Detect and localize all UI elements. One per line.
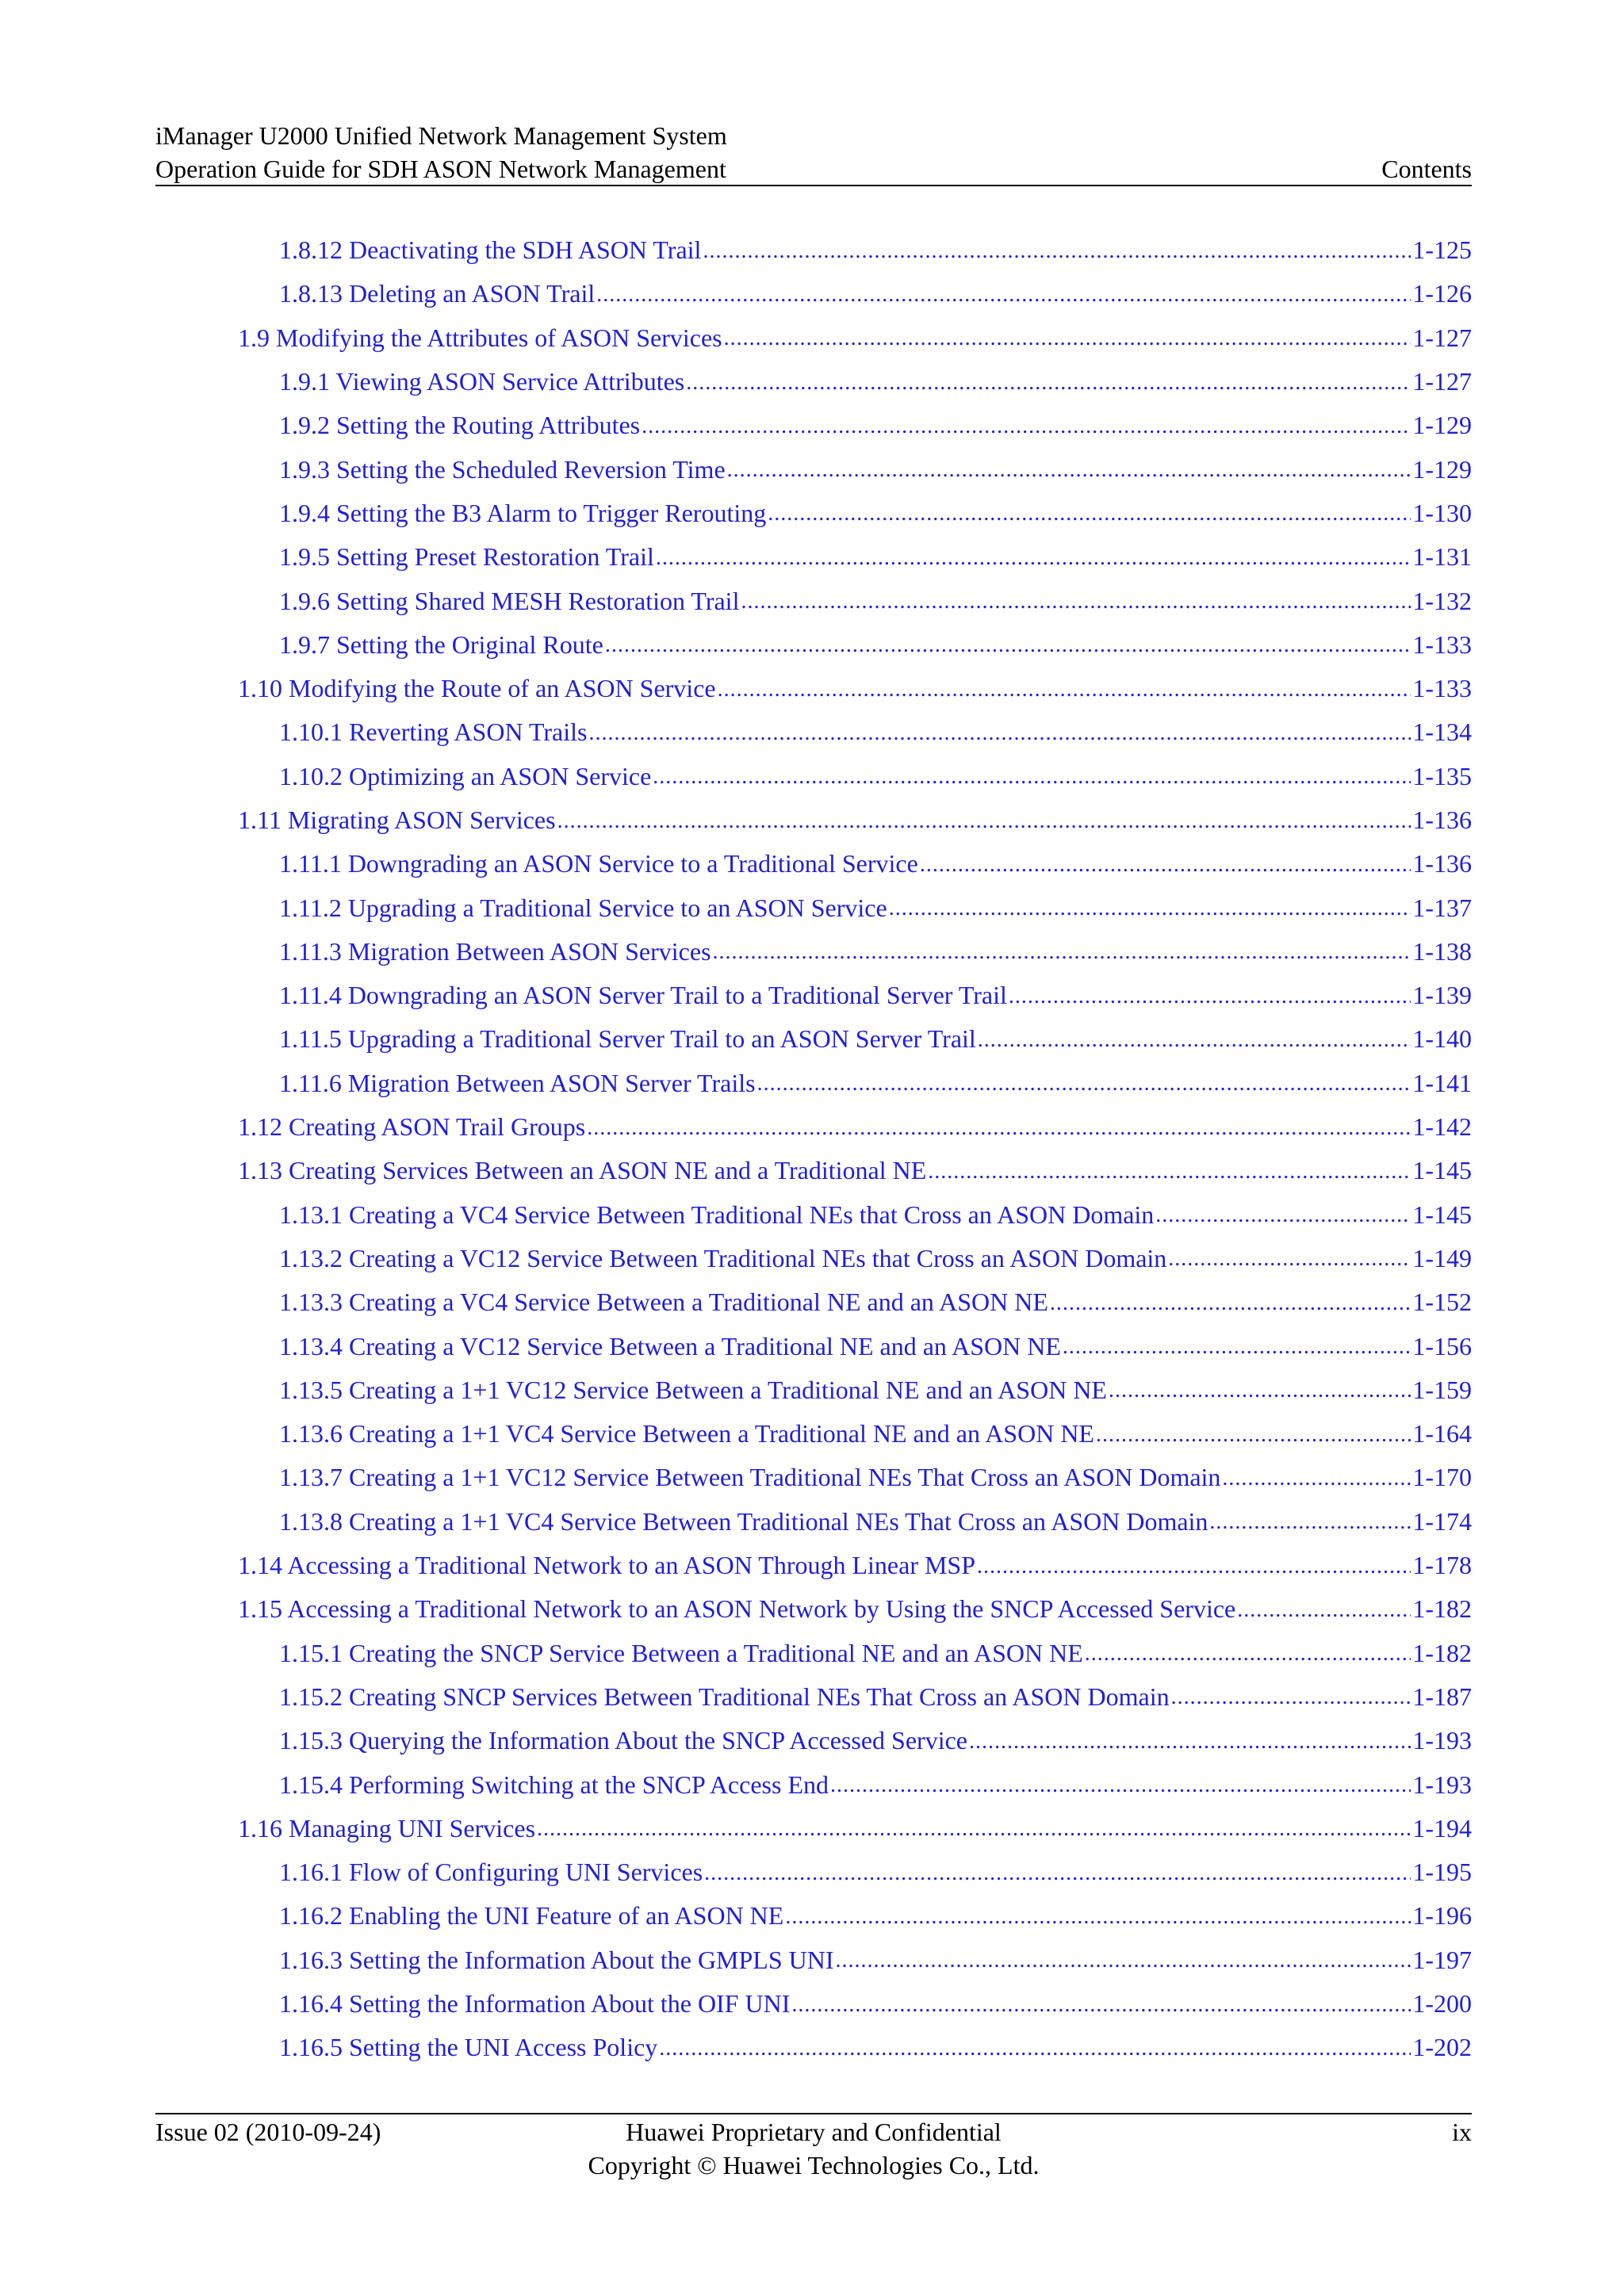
toc-entry-page[interactable]: 1-152 [1412, 1288, 1472, 1317]
toc-entry-title[interactable]: 1.11.3 Migration Between ASON Services [279, 936, 711, 966]
toc-entry-title[interactable]: 1.16.5 Setting the UNI Access Policy [279, 2033, 658, 2062]
toc-dot-leader [1050, 1288, 1411, 1318]
toc-dot-leader [1168, 1243, 1411, 1273]
toc-entry[interactable] [155, 667, 1472, 710]
toc-entry[interactable] [155, 1062, 1472, 1105]
toc-entry-page[interactable]: 1-132 [1412, 586, 1472, 615]
toc-entry-title[interactable]: 1.8.13 Deleting an ASON Trail [279, 279, 596, 308]
toc-dot-leader [889, 893, 1411, 923]
toc-entry-page[interactable]: 1-127 [1412, 367, 1472, 396]
toc-entry-page[interactable]: 1-137 [1412, 893, 1472, 922]
toc-entry-page[interactable]: 1-129 [1412, 411, 1472, 440]
toc-entry-page[interactable]: 1-131 [1412, 542, 1472, 572]
toc-entry[interactable] [155, 1105, 1472, 1149]
toc-dot-leader [1063, 1331, 1411, 1361]
toc-entry-title[interactable]: 1.11.2 Upgrading a Traditional Service to an ASON Service [279, 893, 887, 922]
toc-dot-leader [587, 1112, 1411, 1142]
toc-entry-title[interactable]: 1.13.6 Creating a 1+1 VC4 Service Between a Traditional NE and an ASON NE [279, 1419, 1094, 1448]
toc-entry-title[interactable]: 1.13.3 Creating a VC4 Service Between a Traditional NE and an ASON NE [279, 1288, 1048, 1317]
toc-entry-page[interactable]: 1-187 [1412, 1682, 1472, 1711]
toc-entry[interactable] [155, 1807, 1472, 1850]
toc-entry-page[interactable]: 1-139 [1412, 981, 1472, 1010]
toc-entry[interactable] [155, 1850, 1472, 1894]
toc-entry-page[interactable]: 1-170 [1412, 1463, 1472, 1492]
footer-copyright: Copyright © Huawei Technologies Co., Ltd. [588, 2151, 1040, 2179]
toc-dot-leader [978, 1024, 1411, 1054]
toc-entry-title[interactable]: 1.10.2 Optimizing an ASON Service [279, 761, 652, 790]
toc-entry-page[interactable]: 1-193 [1412, 1726, 1472, 1755]
toc-entry-title[interactable]: 1.13.7 Creating a 1+1 VC12 Service Between Traditional NEs That Cross an ASON Domain [279, 1463, 1221, 1492]
toc-dot-leader [1222, 1463, 1411, 1493]
toc-entry[interactable] [155, 1412, 1472, 1456]
toc-entry-title[interactable]: 1.9.3 Setting the Scheduled Reversion Time [279, 454, 726, 484]
footer-issue: Issue 02 (2010-09-24) [155, 2118, 381, 2146]
toc-entry-title[interactable]: 1.15.2 Creating SNCP Services Between Traditional NEs That Cross an ASON Domain [279, 1682, 1170, 1711]
toc-entry-page[interactable]: 1-127 [1412, 323, 1472, 352]
toc-entry-title[interactable]: 1.9.5 Setting Preset Restoration Trail [279, 542, 654, 572]
toc-entry-title[interactable]: 1.13.5 Creating a 1+1 VC12 Service Between a Traditional NE and an ASON NE [279, 1375, 1107, 1404]
toc-entry-title[interactable]: 1.15.3 Querying the Information About the SNCP Accessed Service [279, 1726, 967, 1755]
toc-dot-leader [588, 718, 1411, 748]
toc-entry[interactable] [155, 1719, 1472, 1762]
toc-entry[interactable] [155, 1544, 1472, 1587]
toc-entry-page[interactable]: 1-149 [1412, 1243, 1472, 1272]
toc-entry-page[interactable]: 1-136 [1412, 849, 1472, 878]
toc-dot-leader [836, 1945, 1411, 1975]
toc-dot-leader [1209, 1506, 1411, 1536]
toc-entry-title[interactable]: 1.12 Creating ASON Trail Groups [238, 1112, 586, 1142]
toc-entry-page[interactable]: 1-194 [1412, 1813, 1472, 1843]
footer-divider [155, 2113, 1472, 2114]
toc-entry[interactable] [155, 1500, 1472, 1544]
toc-entry-title[interactable]: 1.11.1 Downgrading an ASON Service to a Traditional Service [279, 849, 918, 878]
toc-entry-page[interactable]: 1-182 [1412, 1638, 1472, 1667]
toc-entry[interactable] [155, 1894, 1472, 1938]
toc-entry[interactable] [155, 623, 1472, 667]
toc-entry[interactable] [155, 228, 1472, 272]
toc-entry[interactable] [155, 886, 1472, 929]
toc-dot-leader [768, 498, 1411, 528]
toc-entry-page[interactable]: 1-125 [1412, 235, 1472, 265]
toc-entry[interactable] [155, 1632, 1472, 1675]
toc-entry[interactable] [155, 2026, 1472, 2069]
toc-entry-page[interactable]: 1-130 [1412, 498, 1472, 527]
toc-entry-page[interactable]: 1-145 [1412, 1156, 1472, 1185]
toc-entry-page[interactable]: 1-138 [1412, 936, 1472, 966]
toc-entry-title[interactable]: 1.8.12 Deactivating the SDH ASON Trail [279, 235, 702, 265]
toc-entry-title[interactable]: 1.11.5 Upgrading a Traditional Server Trail to an ASON Server Trail [279, 1024, 976, 1054]
toc-dot-leader [1085, 1638, 1411, 1668]
toc-dot-leader [596, 279, 1411, 309]
toc-dot-leader [659, 2033, 1411, 2063]
toc-entry-title[interactable]: 1.10 Modifying the Route of an ASON Service [238, 674, 716, 703]
toc-entry[interactable] [155, 755, 1472, 798]
toc-entry[interactable] [155, 447, 1472, 491]
toc-dot-leader [1155, 1200, 1411, 1230]
toc-entry-title[interactable]: 1.11.6 Migration Between ASON Server Trails [279, 1068, 756, 1097]
page-footer [155, 2115, 1472, 2187]
toc-entry[interactable] [155, 974, 1472, 1017]
toc-entry[interactable] [155, 316, 1472, 360]
toc-entry[interactable] [155, 1456, 1472, 1499]
toc-entry[interactable] [155, 1368, 1472, 1412]
toc-entry-title[interactable]: 1.11 Migrating ASON Services [238, 806, 556, 834]
toc-dot-leader [1096, 1419, 1411, 1449]
toc-entry-page[interactable]: 1-129 [1412, 454, 1472, 484]
toc-entry[interactable] [155, 1149, 1472, 1192]
toc-entry-title[interactable]: 1.13.2 Creating a VC12 Service Between Traditional NEs that Cross an ASON Domain [279, 1243, 1167, 1272]
toc-dot-leader [1109, 1375, 1411, 1405]
toc-entry-title[interactable]: 1.16.4 Setting the Information About the OIF UNI [279, 1989, 791, 2019]
toc-entry-page[interactable]: 1-126 [1412, 279, 1472, 308]
toc-entry-title[interactable]: 1.9 Modifying the Attributes of ASON Services [238, 323, 722, 352]
toc-entry[interactable] [155, 798, 1472, 842]
toc-entry-page[interactable]: 1-140 [1412, 1024, 1472, 1054]
toc-entry[interactable] [155, 842, 1472, 886]
toc-entry-title[interactable]: 1.13 Creating Services Between an ASON NE and a Traditional NE [238, 1156, 927, 1185]
toc-entry[interactable] [155, 930, 1472, 974]
toc-entry[interactable] [155, 272, 1472, 316]
toc-dot-leader [718, 674, 1411, 704]
toc-entry-page[interactable]: 1-136 [1412, 806, 1472, 834]
toc-dot-leader [642, 411, 1411, 441]
toc-entry[interactable] [155, 1675, 1472, 1719]
toc-entry-title[interactable]: 1.16.2 Enabling the UNI Feature of an ASON NE [279, 1901, 784, 1931]
toc-entry-page[interactable]: 1-193 [1412, 1770, 1472, 1799]
toc-entry-page[interactable]: 1-178 [1412, 1551, 1472, 1580]
toc-entry-title[interactable]: 1.15.1 Creating the SNCP Service Between a Traditional NE and an ASON NE [279, 1638, 1083, 1667]
toc-entry-title[interactable]: 1.16.3 Setting the Information About the GMPLS UNI [279, 1945, 834, 1974]
toc-dot-leader [977, 1551, 1411, 1581]
toc-entry-page[interactable]: 1-156 [1412, 1331, 1472, 1360]
toc-entry-title[interactable]: 1.9.7 Setting the Original Route [279, 629, 603, 659]
toc-dot-leader [1171, 1682, 1411, 1712]
toc-entry[interactable] [155, 710, 1472, 754]
table-of-contents [155, 228, 1472, 2069]
toc-dot-leader [724, 323, 1411, 353]
toc-dot-leader [741, 586, 1411, 616]
toc-entry-page[interactable]: 1-133 [1412, 674, 1472, 703]
header-product-title: iManager U2000 Unified Network Management System [155, 121, 727, 150]
toc-entry-page[interactable]: 1-182 [1412, 1594, 1472, 1624]
toc-entry-page[interactable]: 1-159 [1412, 1375, 1472, 1404]
toc-dot-leader [704, 1858, 1411, 1888]
toc-entry-page[interactable]: 1-195 [1412, 1858, 1472, 1887]
toc-entry[interactable] [155, 1762, 1472, 1806]
toc-dot-leader [557, 806, 1411, 836]
toc-entry[interactable] [155, 579, 1472, 622]
toc-dot-leader [727, 454, 1411, 484]
toc-entry-page[interactable]: 1-133 [1412, 629, 1472, 659]
toc-dot-leader [656, 542, 1411, 572]
header-section-name: Contents [1381, 155, 1472, 183]
toc-entry-title[interactable]: 1.13.4 Creating a VC12 Service Between a Traditional NE and an ASON NE [279, 1331, 1061, 1360]
toc-entry[interactable] [155, 1587, 1472, 1631]
toc-entry-page[interactable]: 1-174 [1412, 1506, 1472, 1536]
toc-entry-page[interactable]: 1-135 [1412, 761, 1472, 790]
toc-entry-page[interactable]: 1-164 [1412, 1419, 1472, 1448]
toc-entry[interactable] [155, 535, 1472, 579]
footer-confidential: Huawei Proprietary and Confidential [626, 2118, 1002, 2146]
toc-entry-title[interactable]: 1.15 Accessing a Traditional Network to an ASON Network by Using the SNCP Accessed Service [238, 1594, 1236, 1624]
toc-entry-title[interactable]: 1.10.1 Reverting ASON Trails [279, 718, 588, 747]
page-header [155, 119, 1472, 186]
toc-entry-page[interactable]: 1-134 [1412, 718, 1472, 747]
toc-entry-title[interactable]: 1.13.8 Creating a 1+1 VC4 Service Between Traditional NEs That Cross an ASON Domain [279, 1506, 1208, 1536]
toc-dot-leader [920, 849, 1411, 879]
toc-dot-leader [785, 1901, 1411, 1931]
header-document-title: Operation Guide for SDH ASON Network Management [155, 155, 726, 183]
toc-entry[interactable] [155, 1193, 1472, 1237]
toc-entry-title[interactable]: 1.9.4 Setting the B3 Alarm to Trigger Rerouting [279, 498, 767, 527]
toc-dot-leader [969, 1726, 1411, 1756]
toc-dot-leader [605, 629, 1411, 660]
header-divider [155, 185, 1472, 186]
toc-entry[interactable] [155, 1324, 1472, 1368]
toc-entry-title[interactable]: 1.9.1 Viewing ASON Service Attributes [279, 367, 685, 396]
toc-entry-title[interactable]: 1.11.4 Downgrading an ASON Server Trail to a Traditional Server Trail [279, 981, 1007, 1010]
toc-entry[interactable] [155, 1280, 1472, 1324]
toc-dot-leader [713, 936, 1411, 966]
toc-entry-title[interactable]: 1.15.4 Performing Switching at the SNCP Access End [279, 1770, 829, 1799]
toc-entry[interactable] [155, 1938, 1472, 1982]
toc-entry-title[interactable]: 1.13.1 Creating a VC4 Service Between Traditional NEs that Cross an ASON Domain [279, 1200, 1155, 1229]
toc-dot-leader [1009, 981, 1411, 1011]
toc-entry-title[interactable]: 1.14 Accessing a Traditional Network to an ASON Through Linear MSP [238, 1551, 976, 1580]
toc-entry-title[interactable]: 1.9.2 Setting the Routing Attributes [279, 411, 641, 440]
toc-entry[interactable] [155, 360, 1472, 404]
footer-page-number: ix [1452, 2118, 1472, 2146]
toc-entry-page[interactable]: 1-141 [1412, 1068, 1472, 1097]
toc-dot-leader [1237, 1594, 1411, 1624]
toc-entry[interactable] [155, 1982, 1472, 2026]
toc-dot-leader [757, 1068, 1411, 1098]
toc-entry-page[interactable]: 1-202 [1412, 2033, 1472, 2062]
toc-entry[interactable] [155, 404, 1472, 447]
toc-entry-page[interactable]: 1-200 [1412, 1989, 1472, 2019]
toc-entry[interactable] [155, 492, 1472, 535]
toc-entry-title[interactable]: 1.9.6 Setting Shared MESH Restoration Trail [279, 586, 740, 615]
toc-entry-title[interactable]: 1.16 Managing UNI Services [238, 1813, 536, 1843]
toc-dot-leader [686, 367, 1411, 397]
toc-dot-leader [653, 761, 1411, 791]
toc-dot-leader [928, 1156, 1411, 1186]
toc-dot-leader [791, 1989, 1411, 2019]
toc-dot-leader [703, 235, 1411, 266]
toc-entry-page[interactable]: 1-196 [1412, 1901, 1472, 1931]
toc-entry[interactable] [155, 1017, 1472, 1061]
toc-entry-title[interactable]: 1.16.1 Flow of Configuring UNI Services [279, 1858, 703, 1887]
toc-entry-page[interactable]: 1-197 [1412, 1945, 1472, 1974]
toc-dot-leader [537, 1813, 1411, 1843]
toc-entry-page[interactable]: 1-145 [1412, 1200, 1472, 1229]
toc-dot-leader [830, 1770, 1411, 1800]
toc-entry[interactable] [155, 1237, 1472, 1280]
toc-entry-page[interactable]: 1-142 [1412, 1112, 1472, 1142]
